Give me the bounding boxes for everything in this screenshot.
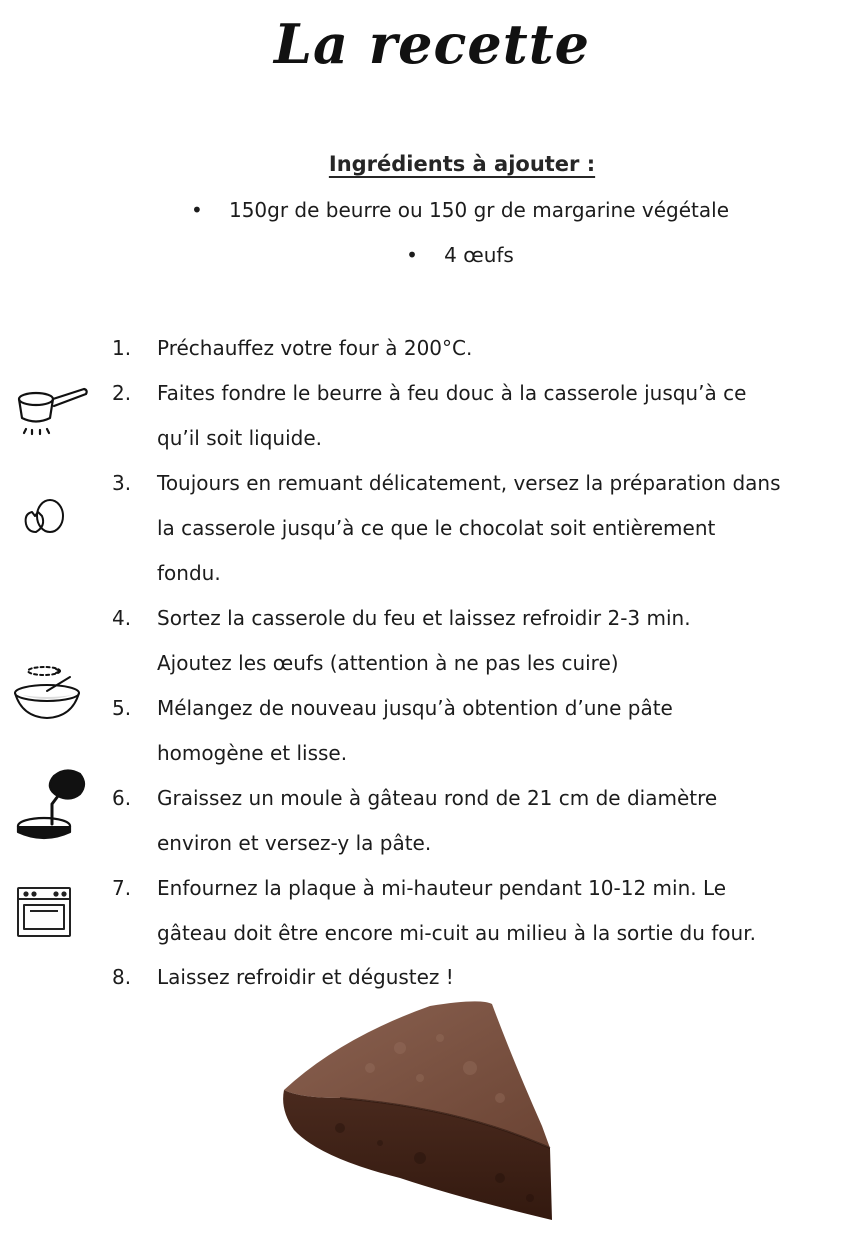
step-text: fondu. [157,561,221,585]
recipe-title: La recette [273,12,591,76]
step-number: 3. [112,471,132,495]
oven-icon [16,885,72,939]
ingredient-item [0,238,864,272]
step-text: Sortez la casserole du feu et laissez refroidir 2-3 min. [157,606,691,630]
step-number: 6. [112,786,132,810]
step-text: environ et versez-y la pâte. [157,831,432,855]
step-number: 1. [112,336,132,360]
ingredient-text: 150gr de beurre ou 150 gr de margarine végétale [228,198,729,222]
mixing-bowl-icon [12,663,82,723]
step-number: 5. [112,696,132,720]
ingredient-item [0,193,864,227]
ingredient-text: 4 œufs [444,243,514,267]
chocolate-cake-slice-image [280,998,560,1228]
egg-icon [20,494,68,536]
bullet: • [406,243,418,267]
step-text: la casserole jusqu’à ce que le chocolat soit entièrement [157,516,716,540]
pouring-mold-icon [14,768,88,844]
step-text: Graissez un moule à gâteau rond de 21 cm de diamètre [157,786,718,810]
step-number: 2. [112,381,132,405]
step-text: Ajoutez les œufs (attention à ne pas les cuire) [157,651,619,675]
step-number: 7. [112,876,132,900]
bullet: • [190,198,203,222]
step-text: Préchauffez votre four à 200°C. [157,336,473,360]
step-text: Mélangez de nouveau jusqu’à obtention d’une pâte [157,696,673,720]
step-number: 8. [112,965,132,989]
step-text: Toujours en remuant délicatement, versez la préparation dans [157,471,781,495]
step-text: Laissez refroidir et dégustez ! [157,965,454,989]
step-text: Enfournez la plaque à mi-hauteur pendant 10-12 min. Le [157,876,727,900]
step-text: gâteau doit être encore mi-cuit au milieu à la sortie du four. [157,921,756,945]
step-text: homogène et lisse. [157,741,348,765]
saucepan-icon [14,385,90,437]
step-text: Faites fondre le beurre à feu douc à la casserole jusqu’à ce [157,381,747,405]
step-text: qu’il soit liquide. [157,426,323,450]
step-number: 4. [112,606,132,630]
ingredients-heading: Ingrédients à ajouter : [328,152,596,176]
